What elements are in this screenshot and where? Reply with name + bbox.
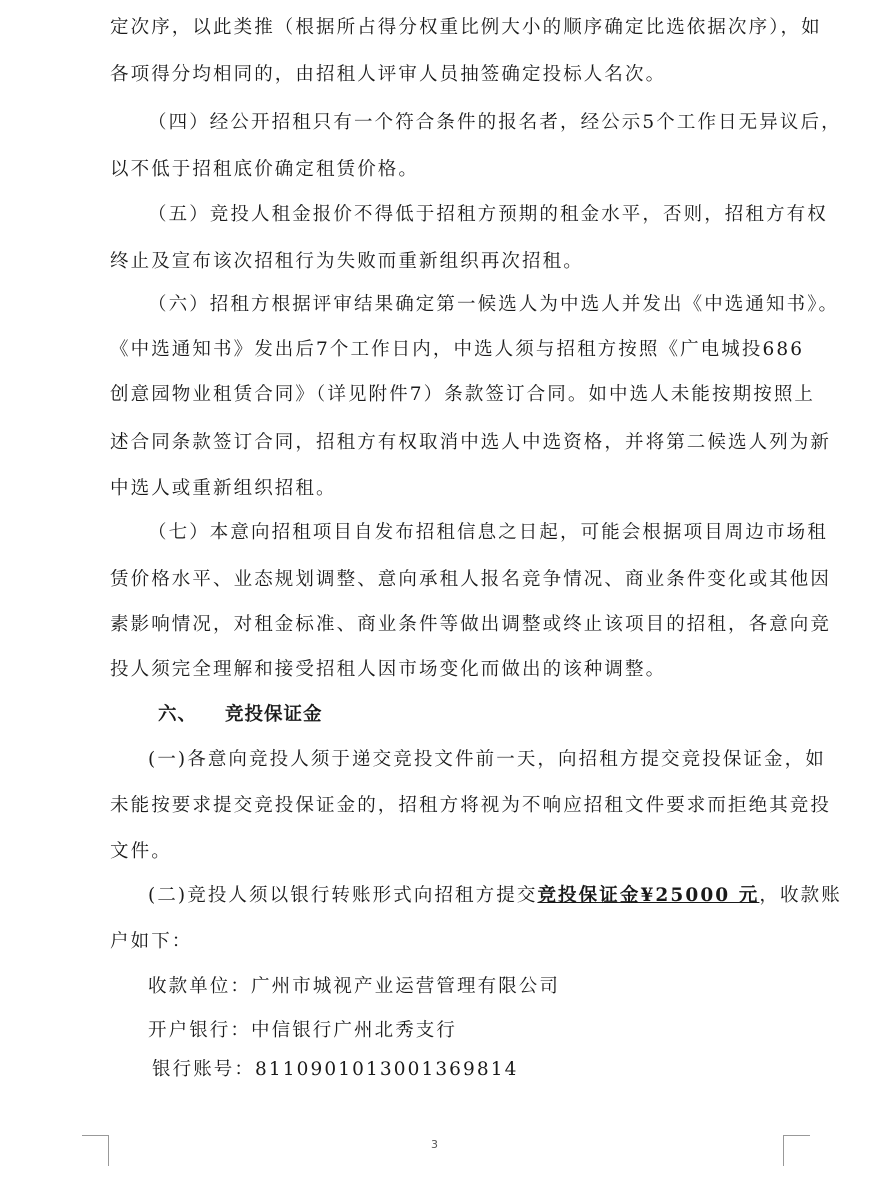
paragraph-line: 创意园物业租赁合同》（详见附件7）条款签订合同。如中选人未能按期按照上 [110, 384, 816, 405]
paragraph-line: 文件。 [110, 841, 172, 862]
account-payee: 收款单位：广州市城视产业运营管理有限公司 [148, 976, 561, 997]
deposit-suffix: ，收款账 [759, 885, 842, 906]
paragraph-line: 以不低于招租底价确定租赁价格。 [110, 159, 420, 180]
paragraph-line: 定次序，以此类推（根据所占得分权重比例大小的顺序确定比选依据次序），如 [110, 17, 822, 38]
paragraph-line: 述合同条款签订合同，招租方有权取消中选人中选资格，并将第二候选人列为新 [110, 432, 832, 453]
paragraph-line: 中选人或重新组织招租。 [110, 478, 337, 499]
paragraph-line: （五）竞投人租金报价不得低于招租方预期的租金水平，否则，招租方有权 [148, 204, 828, 225]
section-title: 竞投保证金 [225, 704, 323, 725]
deposit-amount-line [148, 884, 842, 908]
paragraph-line: 赁价格水平、业态规划调整、意向承租人报名竞争情况、商业条件变化或其他因 [110, 569, 832, 590]
paragraph-line: 素影响情况，对租金标准、商业条件等做出调整或终止该项目的招租，各意向竞 [110, 614, 832, 635]
paragraph-line: 《中选通知书》发出后7个工作日内，中选人须与招租方按照《广电城投686 [110, 339, 805, 360]
paragraph-line: （六）招租方根据评审结果确定第一候选人为中选人并发出《中选通知书》。 [148, 294, 840, 315]
section-heading [158, 703, 323, 727]
account-bank: 开户银行：中信银行广州北秀支行 [148, 1020, 458, 1041]
paragraph-line: 投人须完全理解和接受招租人因市场变化而做出的该种调整。 [110, 659, 667, 680]
paragraph-line: （四）经公开招租只有一个符合条件的报名者，经公示5个工作日无异议后， [148, 112, 842, 133]
account-number: 银行账号：8110901013001369814 [152, 1059, 519, 1080]
section-number: 六、 [158, 704, 198, 725]
paragraph-line: 户如下： [110, 931, 193, 952]
paragraph-line: （七）本意向招租项目自发布招租信息之日起，可能会根据项目周边市场租 [148, 522, 828, 543]
deposit-prefix: (二)竞投人须以银行转账形式向招租方提交 [148, 885, 538, 906]
paragraph-line: 各项得分均相同的，由招租人评审人员抽签确定投标人名次。 [110, 64, 667, 85]
page-number: 3 [431, 1138, 438, 1151]
paragraph-line: 终止及宣布该次招租行为失败而重新组织再次招租。 [110, 251, 584, 272]
paragraph-line: (一)各意向竞投人须于递交竞投文件前一天，向招租方提交竞投保证金，如 [148, 749, 826, 770]
deposit-amount-highlight: 竞投保证金¥25000 元 [537, 885, 760, 906]
paragraph-line: 未能按要求提交竞投保证金的，招租方将视为不响应招租文件要求而拒绝其竞投 [110, 795, 832, 816]
